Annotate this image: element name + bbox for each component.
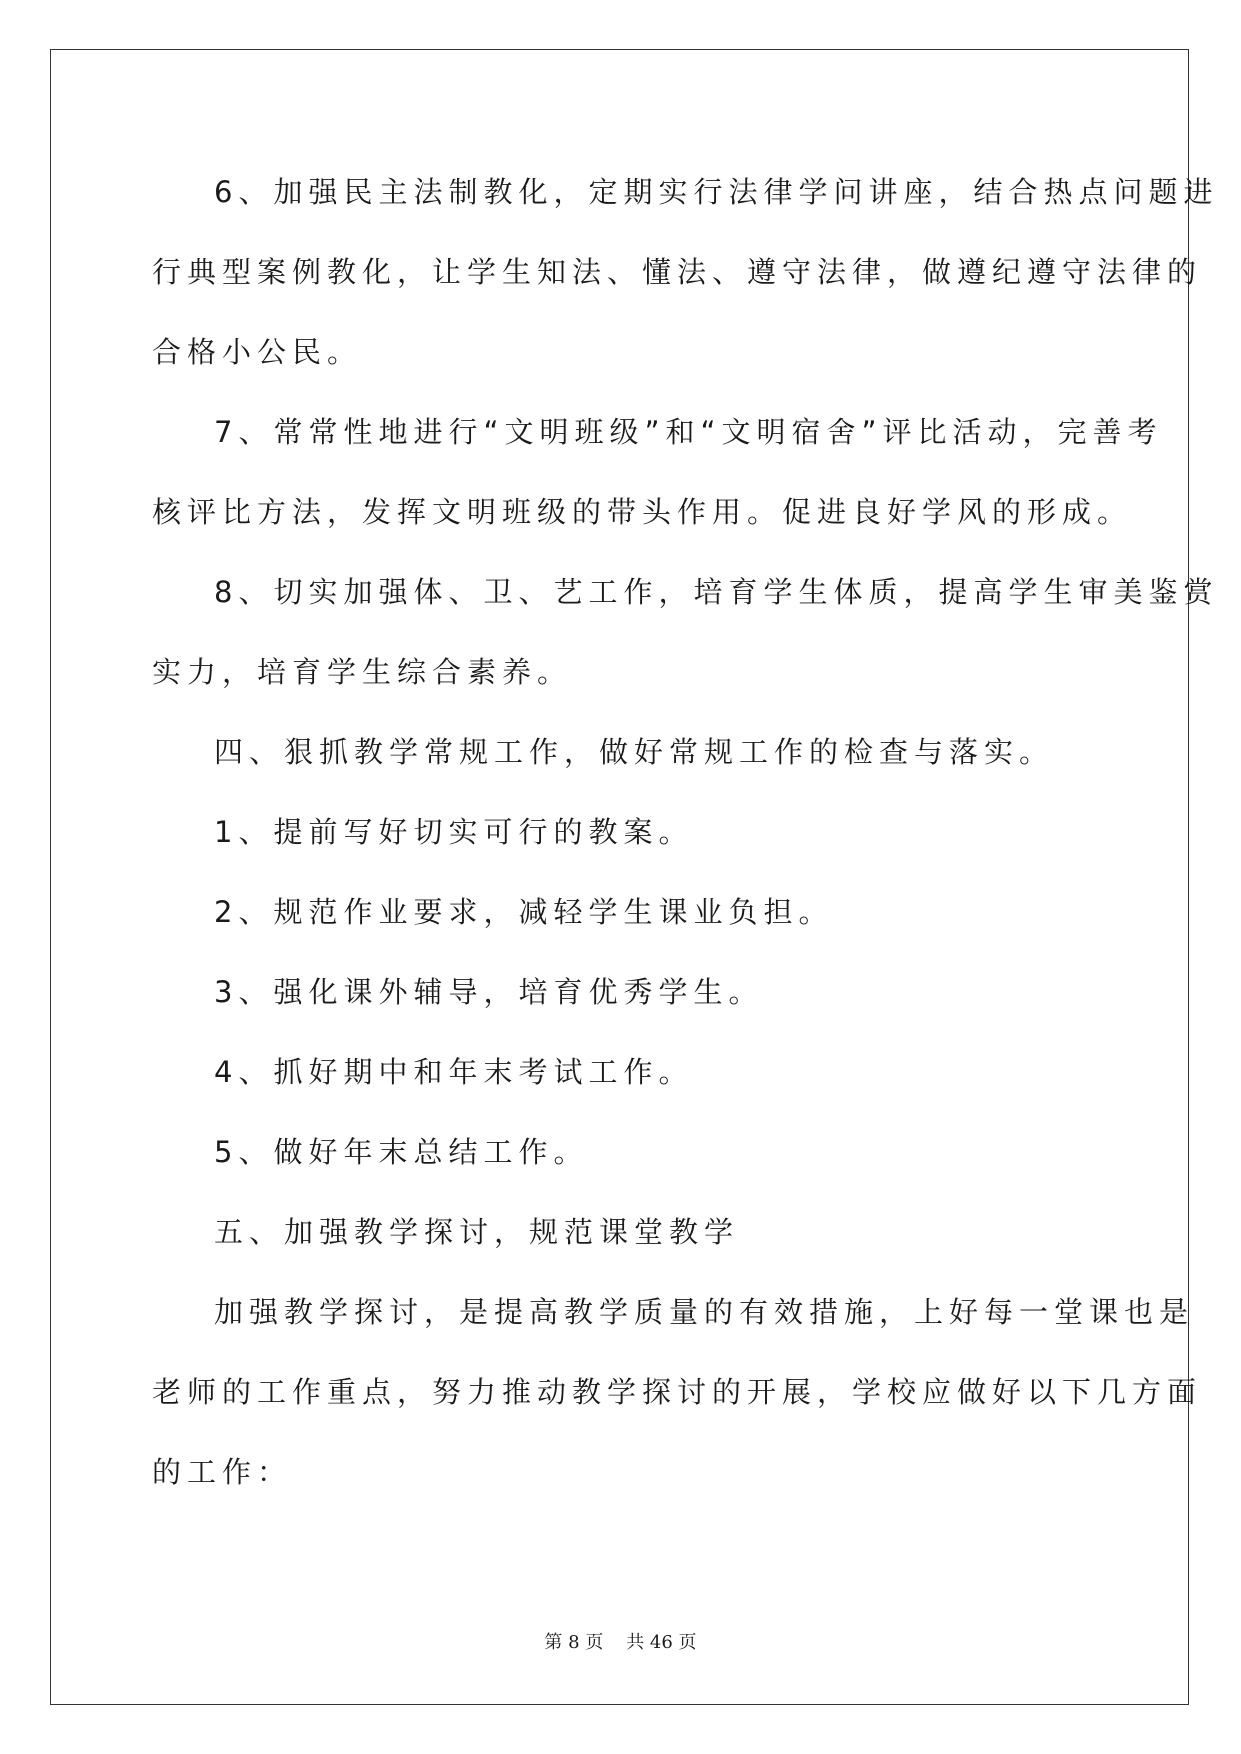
paragraph-line: 老师的工作重点，努力推动教学探讨的开展，学校应做好以下几方面 [152, 1375, 1203, 1409]
paragraph-line: 的工作： [152, 1455, 293, 1489]
list-item: 4、抓好期中和年末考试工作。 [214, 1055, 694, 1089]
list-item: 1、提前写好切实可行的教案。 [214, 815, 694, 849]
section-heading: 五、加强教学探讨，规范课堂教学 [214, 1215, 740, 1249]
list-item: 2、规范作业要求，减轻学生课业负担。 [214, 895, 834, 929]
list-item: 5、做好年末总结工作。 [214, 1135, 589, 1169]
paragraph-line: 行典型案例教化，让学生知法、懂法、遵守法律，做遵纪遵守法律的 [152, 255, 1203, 289]
section-heading: 四、狠抓教学常规工作，做好常规工作的检查与落实。 [214, 735, 1055, 769]
paragraph-line: 6、加强民主法制教化，定期实行法律学问讲座，结合热点问题进 [214, 175, 1219, 209]
paragraph-line: 加强教学探讨，是提高教学质量的有效措施，上好每一堂课也是 [214, 1295, 1195, 1329]
page-number-footer: 第 8 页 共 46 页 [544, 1632, 697, 1653]
paragraph-line: 8、切实加强体、卫、艺工作，培育学生体质，提高学生审美鉴赏 [214, 575, 1219, 609]
paragraph-line: 实力，培育学生综合素养。 [152, 655, 573, 689]
paragraph-line: 合格小公民。 [152, 335, 363, 369]
list-item: 3、强化课外辅导，培育优秀学生。 [214, 975, 764, 1009]
paragraph-line: 7、常常性地进行“文明班级”和“文明宿舍”评比活动，完善考 [214, 415, 1163, 449]
paragraph-line: 核评比方法，发挥文明班级的带头作用。促进良好学风的形成。 [152, 495, 1133, 529]
